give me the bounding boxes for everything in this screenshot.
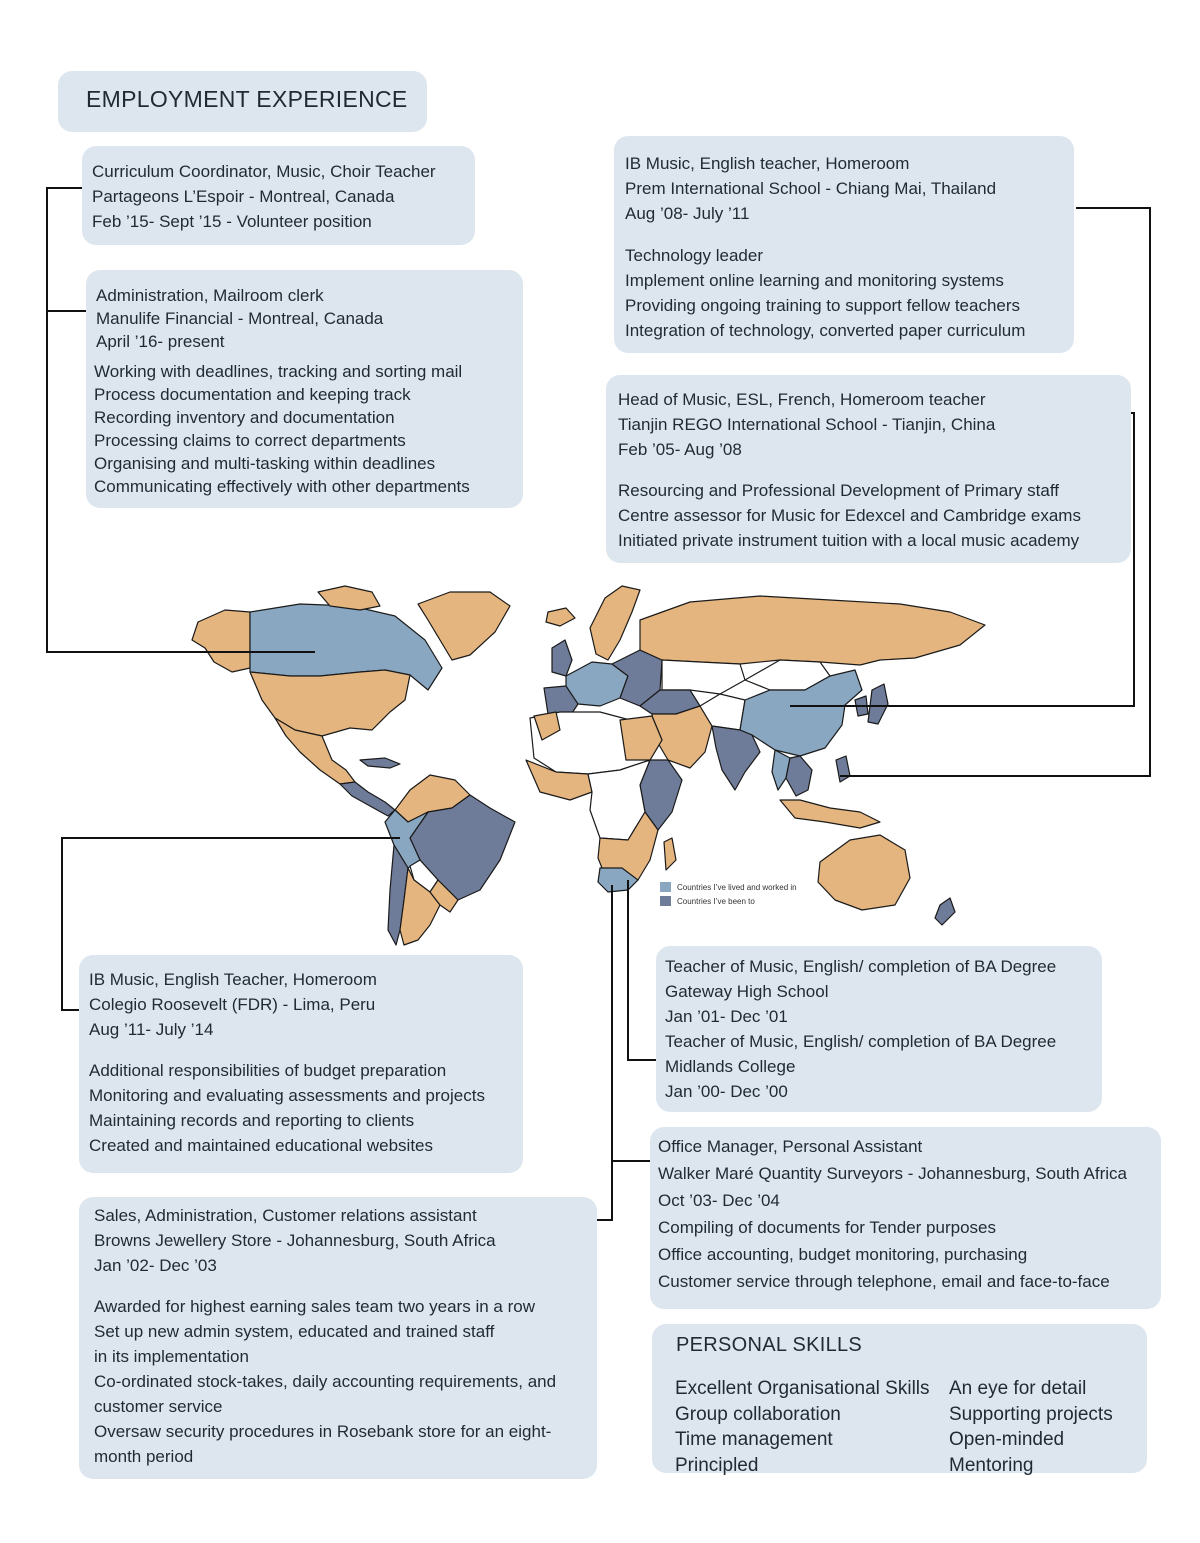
job-duty: Set up new admin system, educated and trained staff	[94, 1322, 495, 1341]
job-dates: April ’16- present	[96, 332, 225, 351]
job-duty: Oversaw security procedures in Rosebank store for an eight-	[94, 1422, 552, 1441]
job-duty: customer service	[94, 1397, 223, 1416]
skills-column-left	[675, 1376, 930, 1478]
skill-item: Mentoring	[949, 1454, 1034, 1476]
job-duty: Compiling of documents for Tender purposes	[658, 1218, 996, 1237]
job-dates: Jan ’00- Dec ’00	[665, 1082, 788, 1101]
job-title: Teacher of Music, English/ completion of BA Degree	[665, 957, 1057, 976]
skills-title: PERSONAL SKILLS	[676, 1334, 863, 1356]
job-duty: Initiated private instrument tuition with a local music academy	[618, 531, 1080, 550]
job-dates: Jan ’01- Dec ’01	[665, 1007, 788, 1026]
job-card-gateway	[656, 946, 1102, 1112]
job-duty: Processing claims to correct departments	[94, 431, 406, 450]
job-title: Sales, Administration, Customer relations assistant	[94, 1206, 477, 1225]
job-card-browns	[79, 1197, 597, 1479]
job-dates: Feb ’15- Sept ’15 - Volunteer position	[92, 212, 372, 231]
job-card-tianjin	[606, 375, 1131, 563]
job-duty: Resourcing and Professional Development of Primary staff	[618, 481, 1059, 500]
job-duty: Created and maintained educational websites	[89, 1136, 434, 1155]
job-duty: Organising and multi-tasking within deadlines	[94, 454, 436, 473]
job-employer: Tianjin REGO International School - Tianjin, China	[618, 415, 996, 434]
job-title: Office Manager, Personal Assistant	[658, 1137, 923, 1156]
job-duty: Communicating effectively with other departments	[94, 477, 470, 496]
job-duty: Customer service through telephone, email and face-to-face	[658, 1272, 1110, 1291]
job-duty: Technology leader	[625, 246, 763, 265]
skill-item: Supporting projects	[949, 1403, 1113, 1425]
skill-item: Open-minded	[949, 1429, 1065, 1450]
job-employer: Manulife Financial - Montreal, Canada	[96, 309, 384, 328]
job-card-prem	[614, 136, 1074, 353]
job-dates: Aug ’08- July ’11	[625, 204, 750, 223]
skill-item: Group collaboration	[675, 1403, 841, 1425]
job-duty: Additional responsibilities of budget preparation	[89, 1061, 447, 1080]
job-duty: Monitoring and evaluating assessments and projects	[89, 1086, 485, 1105]
legend-label-visited: Countries I’ve been to	[677, 897, 755, 906]
job-duty: Recording inventory and documentation	[94, 408, 395, 427]
skill-item: Time management	[675, 1429, 833, 1450]
job-employer: Prem International School - Chiang Mai, Thailand	[625, 179, 997, 198]
job-dates: Aug ’11- July ’14	[89, 1020, 214, 1039]
skill-item: Excellent Organisational Skills	[675, 1378, 930, 1399]
job-duty: Awarded for highest earning sales team two years in a row	[94, 1297, 535, 1316]
section-title-box	[58, 71, 427, 132]
personal-skills-card	[652, 1324, 1147, 1476]
job-duty: in its implementation	[94, 1347, 249, 1366]
job-duty: Co-ordinated stock-takes, daily accounting requirements, and	[94, 1372, 557, 1391]
job-duty: month period	[94, 1447, 194, 1466]
section-title: EMPLOYMENT EXPERIENCE	[86, 86, 408, 112]
job-duty: Process documentation and keeping track	[94, 385, 411, 404]
job-dates: Oct ’03- Dec ’04	[658, 1191, 780, 1210]
skill-item: An eye for detail	[949, 1378, 1087, 1399]
job-duty: Centre assessor for Music for Edexcel and Cambridge exams	[618, 506, 1081, 525]
job-employer: Walker Maré Quantity Surveyors - Johannesburg, South Africa	[658, 1164, 1127, 1183]
job-employer: Colegio Roosevelt (FDR) - Lima, Peru	[89, 995, 376, 1014]
connector-browns	[553, 885, 612, 1220]
job-employer: Midlands College	[665, 1057, 796, 1076]
job-duty: Maintaining records and reporting to clients	[89, 1111, 415, 1130]
job-card-lima	[79, 955, 523, 1173]
legend-label-lived: Countries I’ve lived and worked in	[677, 883, 797, 892]
skill-item: Principled	[675, 1454, 759, 1476]
job-duty: Providing ongoing training to support fellow teachers	[625, 296, 1021, 315]
job-title: Head of Music, ESL, French, Homeroom teacher	[618, 390, 986, 409]
job-dates: Feb ’05- Aug ’08	[618, 440, 742, 459]
job-title: Administration, Mailroom clerk	[96, 286, 324, 305]
job-duty: Implement online learning and monitoring systems	[625, 271, 1004, 290]
job-card-manulife	[86, 270, 523, 508]
job-card-montreal-volunteer	[82, 146, 475, 245]
job-title: IB Music, English Teacher, Homeroom	[89, 970, 377, 989]
job-duty: Working with deadlines, tracking and sorting mail	[94, 362, 463, 381]
job-title: Curriculum Coordinator, Music, Choir Teacher	[92, 162, 436, 181]
job-title: IB Music, English teacher, Homeroom	[625, 154, 910, 173]
job-employer: Browns Jewellery Store - Johannesburg, South Africa	[94, 1231, 496, 1250]
job-duty: Office accounting, budget monitoring, purchasing	[658, 1245, 1028, 1264]
job-card-walker	[650, 1127, 1161, 1309]
job-employer: Partageons L’Espoir - Montreal, Canada	[92, 187, 395, 206]
job-dates: Jan ’02- Dec ’03	[94, 1256, 217, 1275]
job-title: Teacher of Music, English/ completion of BA Degree	[665, 1032, 1057, 1051]
job-employer: Gateway High School	[665, 982, 829, 1001]
job-duty: Integration of technology, converted paper curriculum	[625, 321, 1026, 340]
skills-column-right	[949, 1376, 1113, 1478]
